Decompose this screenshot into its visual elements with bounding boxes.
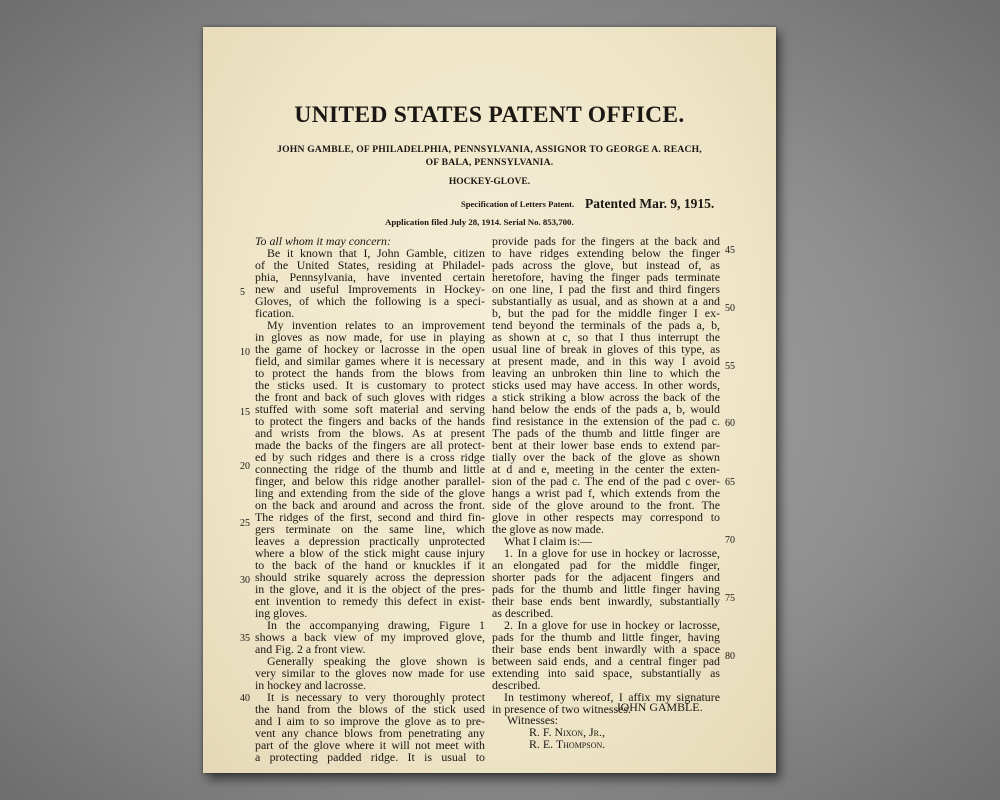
text-line: at present made, and in this way I avoid bbox=[492, 354, 720, 368]
text-line: leaving an unbroken thin line to which the bbox=[492, 366, 720, 380]
text-line: ling and extending from the side of the glove bbox=[255, 486, 485, 500]
text-line: substantially as usual, and as shown at a and bbox=[492, 294, 720, 308]
text-line: 2. In a glove for use in hockey or lacrosse, bbox=[504, 618, 720, 632]
line-number: 45 bbox=[725, 245, 735, 256]
left-column bbox=[255, 235, 485, 763]
text-line: the front and back of such gloves with ridges bbox=[255, 390, 485, 404]
text-line: In the accompanying drawing, Figure 1 bbox=[267, 618, 485, 632]
text-line: leaves a depression practically unprotected bbox=[255, 534, 485, 548]
line-number: 35 bbox=[240, 633, 250, 644]
text-line: on the back and around and across the front. bbox=[255, 498, 485, 512]
text-line: heretofore, having the finger pads terminate bbox=[492, 270, 720, 284]
text-line: shorter pads for the adjacent fingers and bbox=[492, 570, 720, 584]
text-line: bent at their lower base ends to extend par- bbox=[492, 438, 720, 452]
text-line: where a blow of the stick might cause injury bbox=[255, 546, 485, 560]
text-line: Gloves, of which the following is a speci- bbox=[255, 294, 485, 308]
text-line: between said ends, and a central finger pad bbox=[492, 654, 720, 668]
text-line: To all whom it may concern: bbox=[255, 234, 391, 248]
text-line: hangs a wrist pad f, which extends from the bbox=[492, 486, 720, 500]
text-line: pads for the thumb and little finger having bbox=[492, 582, 720, 596]
line-number: 30 bbox=[240, 575, 250, 586]
text-line: connecting the ridge of the thumb and little bbox=[255, 462, 485, 476]
text-line: pads across the glove, but instead of, as bbox=[492, 258, 720, 272]
text-line: shows a back view of my improved glove, bbox=[255, 630, 485, 644]
office-title: UNITED STATES PATENT OFFICE. bbox=[294, 102, 685, 128]
text-line: ing gloves. bbox=[255, 606, 308, 620]
text-line: field, and similar games where it is necessary bbox=[255, 354, 485, 368]
text-line: The ridges of the first, second and third fin- bbox=[255, 510, 485, 524]
text-line: described. bbox=[492, 678, 541, 692]
text-line: My invention relates to an improvement bbox=[267, 318, 485, 332]
text-line: to the back of the hand or knuckles if it bbox=[255, 558, 485, 572]
witnesses-label: Witnesses: bbox=[507, 713, 559, 727]
text-line: as shown at c, so that I thus interrupt the bbox=[492, 330, 720, 344]
text-line: The pads of the thumb and little finger are bbox=[492, 426, 720, 440]
line-number: 65 bbox=[725, 477, 735, 488]
line-number: 25 bbox=[240, 518, 250, 529]
text-line: to protect the hands from the blows from bbox=[255, 366, 485, 380]
text-line: on one line, I pad the first and third fingers bbox=[492, 282, 720, 296]
text-line: should strike squarely across the depression bbox=[255, 570, 485, 584]
text-line: to have ridges extending below the finger bbox=[492, 246, 720, 260]
text-line: at d and e, meeting in the center the exten- bbox=[492, 462, 720, 476]
text-line: extending into said space, substantially as bbox=[492, 666, 720, 680]
text-line: Generally speaking the glove shown is bbox=[267, 654, 485, 668]
text-line: find resistance in the extension of the pad c. bbox=[492, 414, 720, 428]
line-number: 55 bbox=[725, 361, 735, 372]
text-line: pads for the thumb and little finger, having bbox=[492, 630, 720, 644]
text-line: hand below the ends of the pads a, b, would bbox=[492, 402, 720, 416]
text-line: It is necessary to very thoroughly protect bbox=[267, 690, 485, 704]
text-line: the glove as now made. bbox=[492, 522, 604, 536]
application-info: Application filed July 28, 1914. Serial No. 853,700. bbox=[385, 217, 574, 227]
line-number: 15 bbox=[240, 407, 250, 418]
text-line: finger, and below this ridge another parallel- bbox=[255, 474, 485, 488]
text-line: fication. bbox=[255, 306, 295, 320]
text-line: glove in other respects may correspond to bbox=[492, 510, 720, 524]
line-number: 40 bbox=[240, 693, 250, 704]
text-line: sion of the pad c. The end of the pad c over- bbox=[492, 474, 720, 488]
text-line: their base ends bent inwardly, substantially bbox=[492, 594, 720, 608]
text-line: their base ends bent inwardly with a space bbox=[492, 642, 720, 656]
patent-document bbox=[203, 27, 776, 773]
line-number: 70 bbox=[725, 535, 735, 546]
text-line: in gloves as now made, for use in playing bbox=[255, 330, 485, 344]
text-line: in the glove, and it is the object of the pres- bbox=[255, 582, 485, 596]
line-number: 75 bbox=[725, 593, 735, 604]
text-line: usual line of break in gloves of this type, as bbox=[492, 342, 720, 356]
inventor-line bbox=[243, 144, 736, 169]
line-number: 10 bbox=[240, 347, 250, 358]
text-line: to protect the fingers and backs of the hands bbox=[255, 414, 485, 428]
witness-2: R. E. Thompson. bbox=[529, 737, 606, 751]
text-line: part of the glove where it will not meet with bbox=[255, 738, 485, 752]
text-line: the hand from the blows of the stick used bbox=[255, 702, 485, 716]
text-line: ent invention to remedy this defect in exist- bbox=[255, 594, 485, 608]
right-column bbox=[492, 235, 720, 715]
text-line: side of the glove around to the front. The bbox=[492, 498, 720, 512]
text-line: an elongated pad for the middle finger, bbox=[492, 558, 720, 572]
line-number: 50 bbox=[725, 303, 735, 314]
witness-1: R. F. Nixon, Jr., bbox=[529, 725, 605, 739]
text-line: stuffed with some soft material and serving bbox=[255, 402, 485, 416]
text-line: vent any chance blows from penetrating any bbox=[255, 726, 485, 740]
line-number: 20 bbox=[240, 461, 250, 472]
text-line: very similar to the gloves now made for use bbox=[255, 666, 485, 680]
line-number: 60 bbox=[725, 418, 735, 429]
text-line: b, but the pad for the middle finger I ex- bbox=[492, 306, 720, 320]
text-line: of the United States, residing at Philadel- bbox=[255, 258, 485, 272]
text-line: a stick striking a blow across the back of the bbox=[492, 390, 720, 404]
text-line: and I aim to so improve the glove as to pre- bbox=[255, 714, 485, 728]
text-line: made the backs of the fingers are all protect- bbox=[255, 438, 485, 452]
text-line: ed by such ridges and there is a cross ridge bbox=[255, 450, 485, 464]
text-line: in hockey and lacrosse. bbox=[255, 678, 366, 692]
text-line: tially over the back of the glove as shown bbox=[492, 450, 720, 464]
text-line: and Fig. 2 a front view. bbox=[255, 642, 366, 656]
text-line: and wrists from the blows. As at present bbox=[255, 426, 485, 440]
specification-label: Specification of Letters Patent. bbox=[461, 199, 575, 209]
patented-date: Patented Mar. 9, 1915. bbox=[585, 196, 715, 211]
line-number: 80 bbox=[725, 651, 735, 662]
inventor-line-1: JOHN GAMBLE, OF PHILADELPHIA, PENNSYLVANIA, ASSIGNOR TO GEORGE A. REACH, bbox=[277, 144, 702, 155]
text-line: What I claim is:— bbox=[504, 534, 593, 548]
text-line: Be it known that I, John Gamble, citizen bbox=[267, 246, 485, 260]
text-line: tend beyond the terminals of the pads a, b, bbox=[492, 318, 720, 332]
text-line: as described. bbox=[492, 606, 554, 620]
text-line: a protecting padded ridge. It is usual to bbox=[255, 750, 485, 764]
inventor-line-2: OF BALA, PENNSYLVANIA. bbox=[425, 156, 554, 168]
text-line: In testimony whereof, I affix my signature bbox=[504, 690, 720, 704]
text-line: provide pads for the fingers at the back and bbox=[492, 234, 720, 248]
invention-title: HOCKEY-GLOVE. bbox=[448, 177, 531, 187]
inventor-signature: JOHN GAMBLE. bbox=[616, 700, 703, 714]
text-line: sticks used may have access. In other words, bbox=[492, 378, 720, 392]
text-line: new and useful Improvements in Hockey- bbox=[255, 282, 485, 296]
text-line: the game of hockey or lacrosse in the open bbox=[255, 342, 485, 356]
line-number: 5 bbox=[240, 287, 245, 298]
text-line: gers terminate on the same line, which bbox=[255, 522, 485, 536]
text-line: in presence of two witnesses. bbox=[492, 702, 632, 716]
text-line: the sticks used. It is customary to protect bbox=[255, 378, 485, 392]
text-line: 1. In a glove for use in hockey or lacrosse, bbox=[504, 546, 720, 560]
text-line: phia, Pennsylvania, have invented certain bbox=[255, 270, 485, 284]
